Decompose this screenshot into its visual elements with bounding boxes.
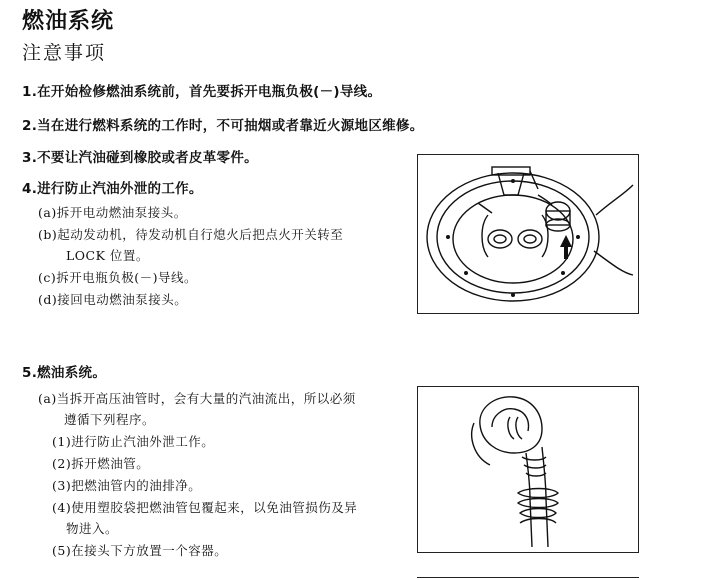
precaution-item-3: 3.不要让汽油碰到橡胶或者皮革零件。 <box>22 150 258 166</box>
sub-step-5-5: (5)在接头下方放置一个容器。 <box>52 543 228 558</box>
sub-step-5a: (a)当拆开高压油管时，会有大量的汽油流出，所以必须 <box>38 391 356 406</box>
sub-step-5-4: (4)使用塑胶袋把燃油管包覆起来，以免油管损伤及异 <box>52 500 358 515</box>
section-heading: 注意事项 <box>22 42 107 64</box>
sub-step-4c: (c)拆开电瓶负极(－)导线。 <box>38 270 198 285</box>
sub-step-4d: (d)接回电动燃油泵接头。 <box>38 292 188 307</box>
sub-step-4b-cont: LOCK 位置。 <box>66 248 149 263</box>
sub-step-5-3: (3)把燃油管内的油排净。 <box>52 478 202 493</box>
sub-step-5-2: (2)拆开燃油管。 <box>52 456 150 471</box>
precaution-item-2: 2.当在进行燃料系统的工作时，不可抽烟或者靠近火源地区维修。 <box>22 118 424 134</box>
page-title: 燃油系统 <box>22 9 115 34</box>
precaution-item-4: 4.进行防止汽油外泄的工作。 <box>22 181 203 197</box>
sub-step-5a-cont: 遵循下列程序。 <box>64 412 156 427</box>
fuel-pump-figure <box>417 154 639 314</box>
fuel-hose-figure <box>417 386 639 553</box>
precaution-item-5: 5.燃油系统。 <box>22 365 107 381</box>
precaution-item-1: 1.在开始检修燃油系统前，首先要拆开电瓶负极(－)导线。 <box>22 84 382 100</box>
figure-divider <box>417 577 639 578</box>
sub-step-4a: (a)拆开电动燃油泵接头。 <box>38 205 187 220</box>
sub-step-5-4-cont: 物进入。 <box>66 521 119 536</box>
sub-step-5-1: (1)进行防止汽油外泄工作。 <box>52 434 215 449</box>
fuel-hose-illustration-icon <box>418 387 638 552</box>
fuel-pump-illustration-icon <box>418 155 638 313</box>
sub-step-4b: (b)起动发动机，待发动机自行熄火后把点火开关转至 <box>38 227 344 242</box>
